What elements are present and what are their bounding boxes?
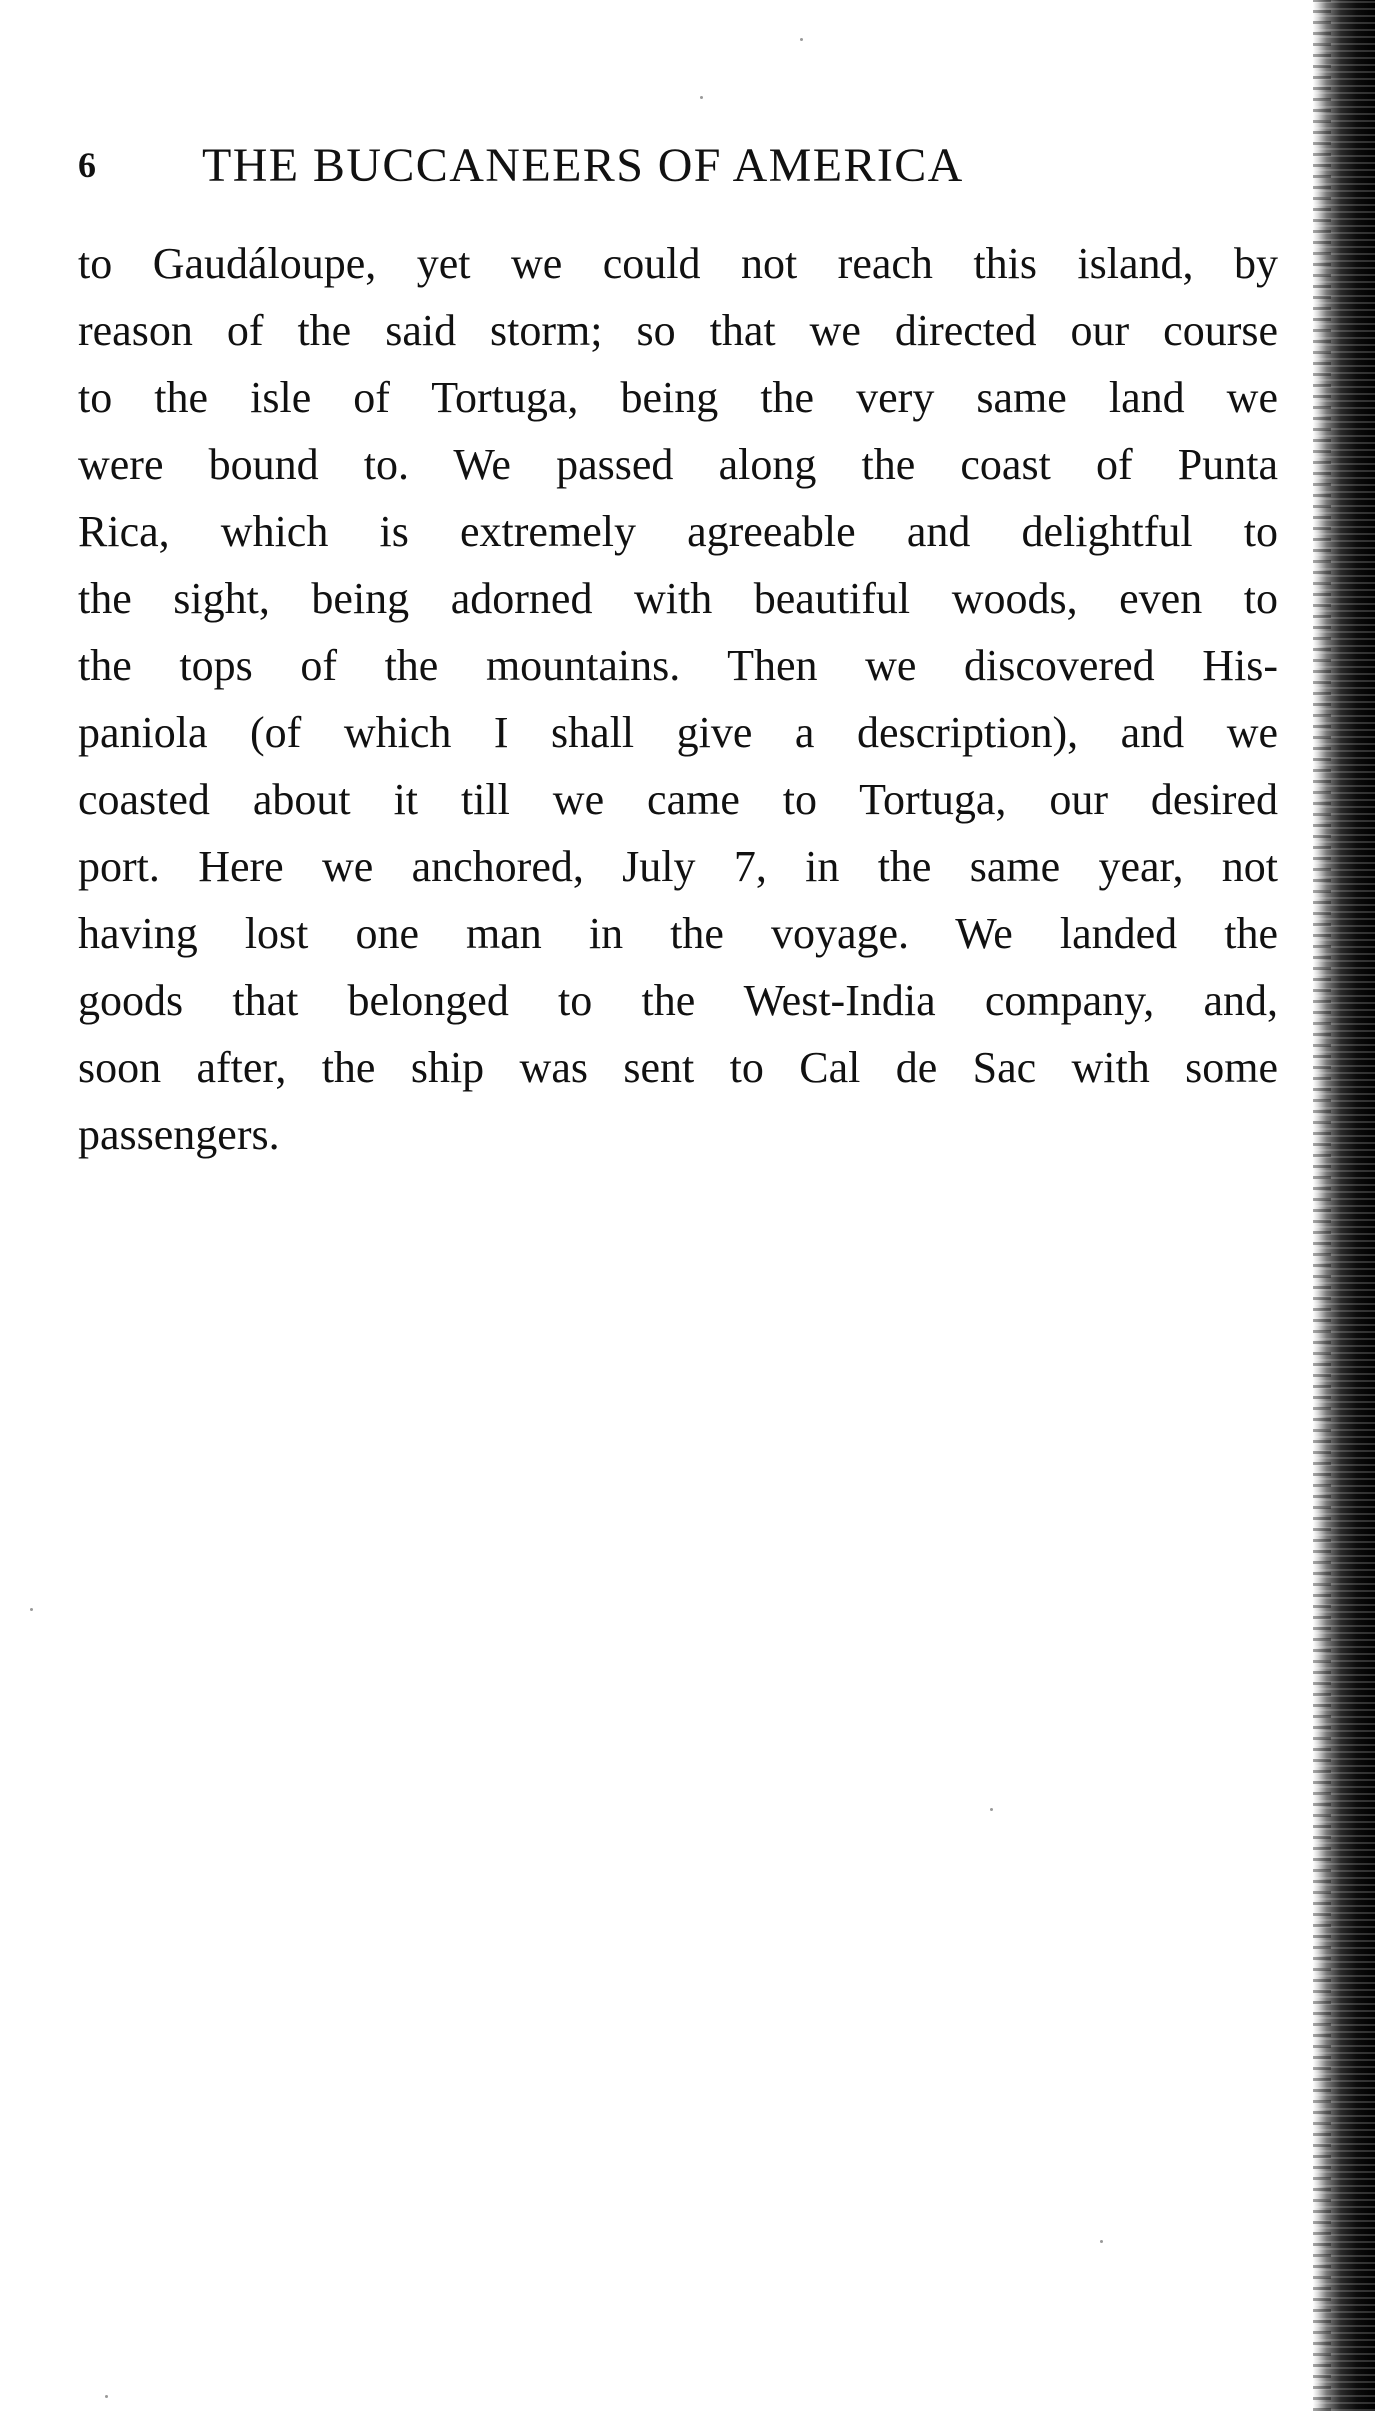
- text-line: having lost one man in the voyage. We landed the: [78, 909, 1278, 958]
- text-line: the tops of the mountains. Then we discovered His-: [78, 641, 1278, 690]
- body-paragraph: [78, 230, 1278, 1168]
- text-line: the sight, being adorned with beautiful woods, even to: [78, 574, 1278, 623]
- page-header: [78, 138, 1288, 198]
- text-line-last: passengers.: [78, 1110, 280, 1159]
- text-line: Rica, which is extremely agreeable and delightful to: [78, 507, 1278, 556]
- text-line: were bound to. We passed along the coast of Punta: [78, 440, 1278, 489]
- paper-speck: [1100, 2240, 1103, 2243]
- page-edge-shadow: [1313, 0, 1375, 2411]
- text-line: to Gaudáloupe, yet we could not reach this island, by: [78, 239, 1278, 288]
- text-line: soon after, the ship was sent to Cal de Sac with some: [78, 1043, 1278, 1092]
- paper-speck: [700, 96, 703, 99]
- text-line: coasted about it till we came to Tortuga, our desired: [78, 775, 1278, 824]
- text-line: reason of the said storm; so that we directed our course: [78, 306, 1278, 355]
- paper-speck: [800, 38, 803, 41]
- text-line: paniola (of which I shall give a description), and we: [78, 708, 1278, 757]
- paper-speck: [990, 1808, 993, 1811]
- running-head: THE BUCCANEERS OF AMERICA: [202, 139, 964, 192]
- paper-speck: [105, 2395, 108, 2398]
- page-number: 6: [78, 145, 96, 185]
- text-line: goods that belonged to the West-India company, and,: [78, 976, 1278, 1025]
- text-line: to the isle of Tortuga, being the very same land we: [78, 373, 1278, 422]
- text-line: port. Here we anchored, July 7, in the same year, not: [78, 842, 1278, 891]
- paper-speck: [30, 1608, 33, 1611]
